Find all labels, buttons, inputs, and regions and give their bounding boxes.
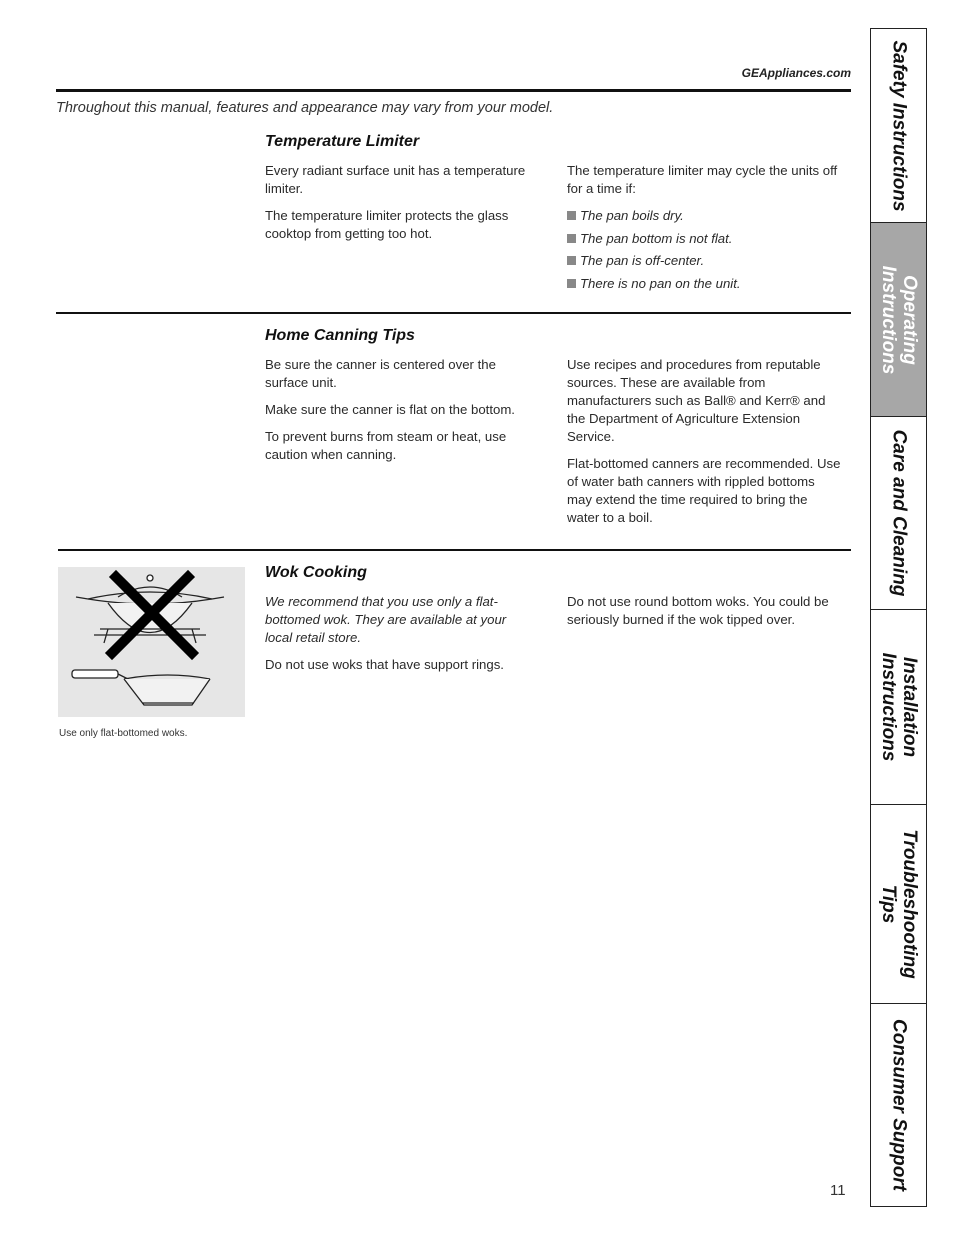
paragraph: Do not use woks that have support rings. (265, 657, 504, 672)
home-canning-right (567, 356, 842, 536)
wok-left (265, 593, 527, 683)
temperature-limiter-right (567, 162, 847, 297)
bullet-item: The pan bottom is not flat. (567, 230, 847, 248)
tab-operating-instructions[interactable] (871, 223, 926, 417)
tab-consumer-support[interactable] (871, 1004, 926, 1206)
bullet-item: The pan is off-center. (567, 252, 847, 270)
tab-label: Troubleshooting Tips (877, 829, 920, 979)
square-bullet-icon (567, 234, 576, 243)
square-bullet-icon (567, 256, 576, 265)
square-bullet-icon (567, 211, 576, 220)
wok-illustration (58, 567, 245, 717)
paragraph: Be sure the canner is centered over the surface unit. (265, 357, 496, 390)
section-divider (58, 549, 851, 551)
paragraph: Make sure the canner is flat on the bottom. (265, 402, 515, 417)
tab-safety-instructions[interactable] (871, 29, 926, 223)
temperature-limiter-left (265, 162, 555, 252)
home-canning-left (265, 356, 540, 473)
square-bullet-icon (567, 279, 576, 288)
tab-label: Care and Cleaning (888, 429, 909, 597)
bullet-item: The pan boils dry. (567, 207, 847, 225)
header-rule (56, 89, 851, 92)
paragraph: We recommend that you use only a flat-bottomed wok. They are available at your local retail store. (265, 594, 507, 645)
page-number: 11 (830, 1182, 846, 1199)
tab-label: Consumer Support (888, 1018, 909, 1192)
tab-label: Installation Instructions (877, 652, 920, 762)
paragraph: The temperature limiter may cycle the units off for a time if: (567, 163, 838, 196)
section-tabs (870, 28, 927, 1207)
intro-text: Throughout this manual, features and appearance may vary from your model. (56, 100, 554, 116)
tab-installation-instructions[interactable] (871, 610, 926, 805)
tab-label: Safety Instructions (888, 39, 909, 212)
section-title-wok-cooking: Wok Cooking (265, 564, 367, 581)
tab-care-and-cleaning[interactable] (871, 417, 926, 610)
bullet-item: There is no pan on the unit. (567, 275, 847, 293)
paragraph: Every radiant surface unit has a temperature limiter. (265, 163, 526, 196)
paragraph: Use recipes and procedures from reputable sources. These are available from manufacturers such as Ball® and Kerr® and the Department of Agriculture Extension Service. (567, 357, 826, 444)
paragraph: Flat-bottomed canners are recommended. Use of water bath canners with rippled bottoms may extend the time required to bring the water to a boil. (567, 456, 841, 525)
paragraph: To prevent burns from steam or heat, use caution when canning. (265, 429, 507, 462)
wok-diagram-icon (58, 567, 245, 717)
tab-troubleshooting-tips[interactable] (871, 805, 926, 1004)
site-url: GEAppliances.com (741, 66, 851, 80)
tab-label: Operating Instructions (877, 265, 920, 374)
paragraph: Do not use round bottom woks. You could be seriously burned if the wok tipped over. (567, 594, 829, 627)
wok-right (567, 593, 847, 638)
paragraph: The temperature limiter protects the glass cooktop from getting too hot. (265, 208, 509, 241)
wok-caption: Use only flat-bottomed woks. (59, 728, 188, 739)
section-divider (56, 312, 851, 314)
section-title-home-canning: Home Canning Tips (265, 327, 415, 344)
section-title-temperature-limiter: Temperature Limiter (265, 133, 420, 150)
